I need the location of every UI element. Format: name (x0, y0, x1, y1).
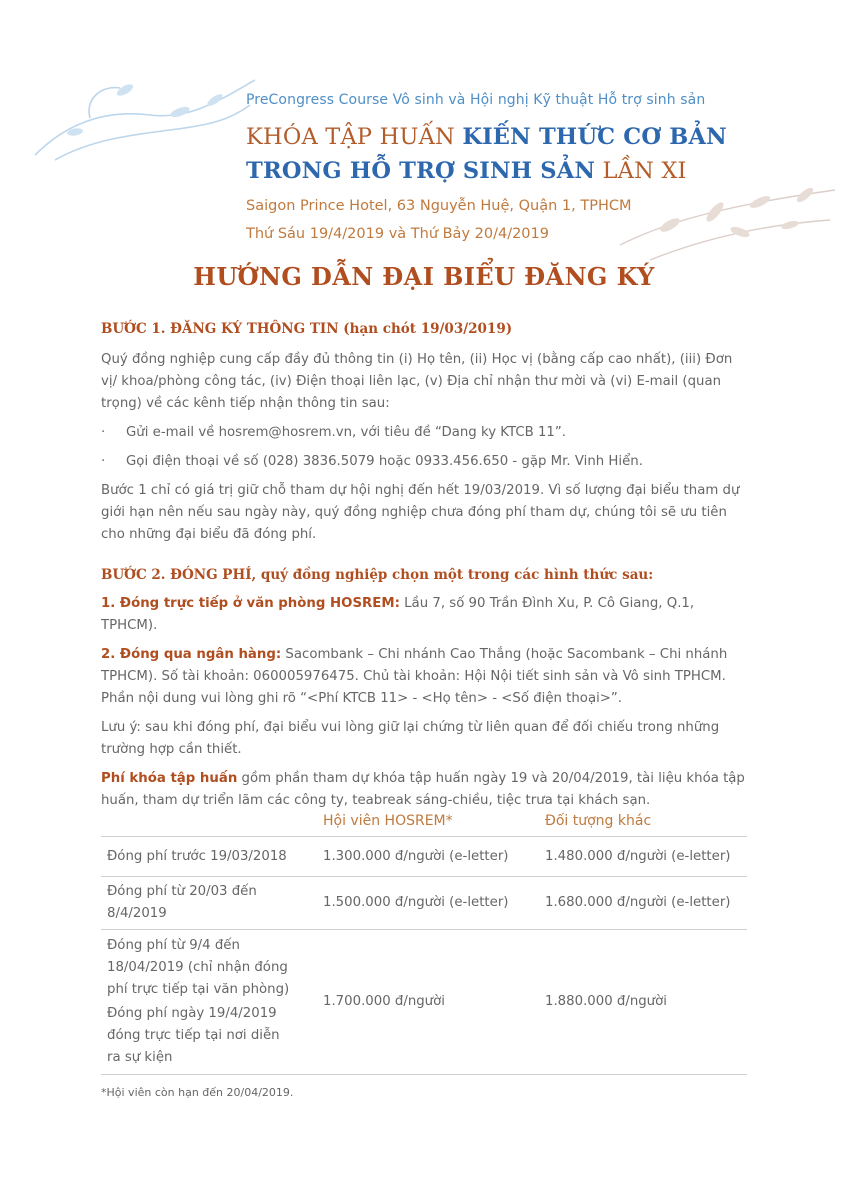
step1-intro: Quý đồng nghiệp cung cấp đầy đủ thông tin (i) Họ tên, (ii) Học vị (bằng cấp cao nhất), (iii) Đơn vị/ khoa/phòng công tác, (iv) Điện thoại liên lạc, (v) Địa chỉ nhận thư mời và (vi) E-mail (quan trọng) về các kênh tiếp nhận thông tin sau: (101, 352, 733, 411)
title-line2-part2: LẦN XI (595, 158, 687, 184)
bullet-marker: · (101, 454, 106, 469)
step2-section (101, 564, 751, 812)
bullet-item (101, 422, 751, 444)
row-label-line1: Đóng phí từ 9/4 đến 18/04/2019 (chỉ nhận đóng phí trực tiếp tại văn phòng) (107, 938, 290, 997)
step2-title: BƯỚC 2. ĐÓNG PHÍ, quý đồng nghiệp chọn một trong các hình thức sau: (101, 567, 654, 583)
header-empty (101, 806, 313, 837)
bullet-text-email: Gửi e-mail về hosrem@hosrem.vn, với tiêu đề “Dang ky KTCB 11”. (126, 425, 566, 440)
course-subtitle: PreCongress Course Vô sinh và Hội nghị Kỹ thuật Hỗ trợ sinh sản (246, 92, 706, 108)
bullet-marker: · (101, 425, 106, 440)
title-line1-part2: KIẾN THỨC CƠ BẢN (462, 124, 727, 150)
member-fee: 1.300.000 đ/người (e-letter) (313, 837, 535, 877)
page-heading: HƯỚNG DẪN ĐẠI BIỂU ĐĂNG KÝ (193, 262, 655, 291)
table-row (101, 930, 747, 1075)
step1-section (101, 318, 751, 546)
payment-option-1 (101, 593, 751, 637)
fee-description-text: gồm phần tham dự khóa tập huấn ngày 19 và 20/04/2019, tài liệu khóa tập huấn, tham dự triển lãm các công ty, teabreak sáng-chiều, tiệc trưa tại khách sạn. (101, 771, 745, 808)
header-other: Đối tượng khác (545, 813, 652, 829)
row-label: Đóng phí trước 19/03/2018 (101, 837, 313, 877)
fee-description-lead: Phí khóa tập huấn (101, 771, 238, 786)
member-fee: 1.500.000 đ/người (e-letter) (313, 877, 535, 930)
row-label-line2: Đóng phí ngày 19/4/2019 đóng trực tiếp tại nơi diễn ra sự kiện (107, 1006, 280, 1065)
course-title (246, 120, 727, 188)
event-dates: Thứ Sáu 19/4/2019 và Thứ Bảy 20/4/2019 (246, 226, 549, 242)
row-label: Đóng phí từ 20/03 đến 8/4/2019 (101, 877, 313, 930)
fee-table (101, 806, 747, 1075)
member-fee: 1.700.000 đ/người (313, 930, 535, 1075)
payment-option-2-text: Sacombank – Chi nhánh Cao Thắng (hoặc Sacombank – Chi nhánh TPHCM). Số tài khoản: 060005976475. Chủ tài khoản: Hội Nội tiết sinh sản và Vô sinh TPHCM. Phần nội dung vui lòng ghi rõ “<Phí KTCB 11> - <Họ tên> - <Số điện thoại>”. (101, 647, 728, 706)
payment-option-1-text: Lầu 7, số 90 Trần Đình Xu, P. Cô Giang, Q.1, TPHCM). (101, 596, 695, 633)
step1-title: BƯỚC 1. ĐĂNG KÝ THÔNG TIN (hạn chót 19/03/2019) (101, 321, 513, 337)
header-member: Hội viên HOSREM* (323, 813, 453, 829)
bullet-item (101, 451, 751, 473)
payment-reminder: Lưu ý: sau khi đóng phí, đại biểu vui lòng giữ lại chứng từ liên quan để đối chiếu trong những trường hợp cần thiết. (101, 720, 720, 757)
bullet-text-phone: Gọi điện thoại về số (028) 3836.5079 hoặc 0933.456.650 - gặp Mr. Vinh Hiển. (126, 454, 643, 469)
payment-option-1-lead: 1. Đóng trực tiếp ở văn phòng HOSREM: (101, 596, 400, 611)
title-line2-part1: TRONG HỖ TRỢ SINH SẢN (246, 158, 596, 184)
venue: Saigon Prince Hotel, 63 Nguyễn Huệ, Quận 1, TPHCM (246, 198, 632, 214)
payment-option-2 (101, 644, 751, 710)
fee-table-header (101, 806, 747, 837)
step1-note: Bước 1 chỉ có giá trị giữ chỗ tham dự hội nghị đến hết 19/03/2019. Vì số lượng đại biểu tham dự giới hạn nên nếu sau ngày này, quý đồng nghiệp chưa đóng phí tham dự, chúng tôi sẽ ưu tiên cho những đại biểu đã đóng phí. (101, 483, 740, 542)
title-line1-part1: KHÓA TẬP HUẤN (246, 124, 463, 150)
table-row (101, 877, 747, 930)
other-fee: 1.880.000 đ/người (535, 930, 747, 1075)
payment-option-2-lead: 2. Đóng qua ngân hàng: (101, 647, 282, 662)
table-row (101, 837, 747, 877)
other-fee: 1.680.000 đ/người (e-letter) (535, 877, 747, 930)
row-label (101, 930, 313, 1075)
member-footnote: *Hội viên còn hạn đến 20/04/2019. (101, 1086, 294, 1099)
other-fee: 1.480.000 đ/người (e-letter) (535, 837, 747, 877)
floral-swirl-decoration (30, 60, 260, 170)
